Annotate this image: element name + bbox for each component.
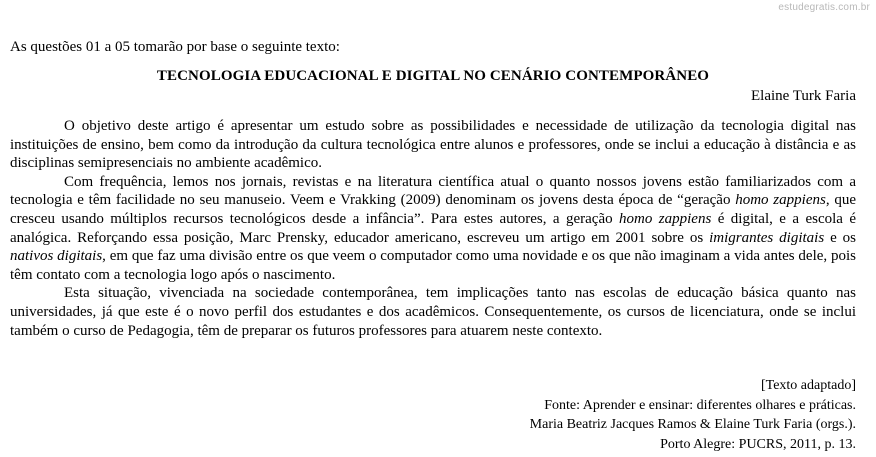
references	[530, 376, 856, 454]
reference-publisher: Porto Alegre: PUCRS, 2011, p. 13.	[660, 436, 856, 452]
paragraph-2-text: , em que faz uma divisão entre os que veem o computador como uma novidade e os que não imaginam a vida antes dele, pois têm contato com a tecnologia logo após o nascimento.	[10, 248, 856, 283]
reference-editors: Maria Beatriz Jacques Ramos & Elaine Turk Faria (orgs.).	[529, 417, 856, 432]
paragraph-1: O objetivo deste artigo é apresentar um estudo sobre as possibilidades e necessidade de utilização da tecnologia digital nas instituições de ensino, bem como da introdução da cultura tecnológica entre alunos e professores, onde se inclui a educação à distância e as disciplinas semipresenciais no ambiente acadêmico.	[10, 118, 856, 172]
question-intro: As questões 01 a 05 tomarão por base o seguinte texto:	[10, 39, 340, 55]
italic-term: homo zappiens	[735, 192, 826, 209]
reference-source: Fonte: Aprender e ensinar: diferentes olhares e práticas.	[544, 397, 856, 413]
text-body	[10, 117, 856, 340]
paragraph-2-text: , que cresceu usando múltiplos recursos tecnológicos desde a infância”. Para estes autores, a geração	[10, 192, 856, 227]
italic-term: nativos digitais	[10, 248, 103, 265]
paragraph-2-text: e os	[824, 229, 857, 246]
italic-term: imigrantes digitais	[709, 229, 825, 246]
paragraph-2-text: Com frequência, lemos nos jornais, revistas e na literatura científica atual o quanto nossos jovens estão familiarizados com a tecnologia e têm facilidade no seu manuseio. Veem e Vrakking (2009) denominam os jovens desta época de “geração	[10, 173, 856, 209]
paragraph-2-text: é digital, e a escola é analógica. Reforçando essa posição, Marc Prensky, educador americano, escreveu um artigo em 2001 sobre os	[10, 210, 857, 246]
text-author: Elaine Turk Faria	[751, 88, 856, 104]
italic-term: homo zappiens	[619, 210, 712, 227]
paragraph-3: Esta situação, vivenciada na sociedade contemporânea, tem implicações tanto nas escolas de educação básica quanto nas universidades, já que este é o novo perfil dos estudantes e dos acadêmicos. Consequentemente, os cursos de licenciatura, onde se inclui também o curso de Pedagogia, têm de preparar os futuros professores para atuarem neste contexto.	[10, 285, 856, 339]
site-watermark: estudegratis.com.br	[778, 2, 870, 13]
reference-adapted: [Texto adaptado]	[760, 378, 856, 393]
text-title: TECNOLOGIA EDUCACIONAL E DIGITAL NO CENÁRIO CONTEMPORÂNEO	[156, 68, 710, 84]
paragraph-2	[10, 173, 856, 285]
